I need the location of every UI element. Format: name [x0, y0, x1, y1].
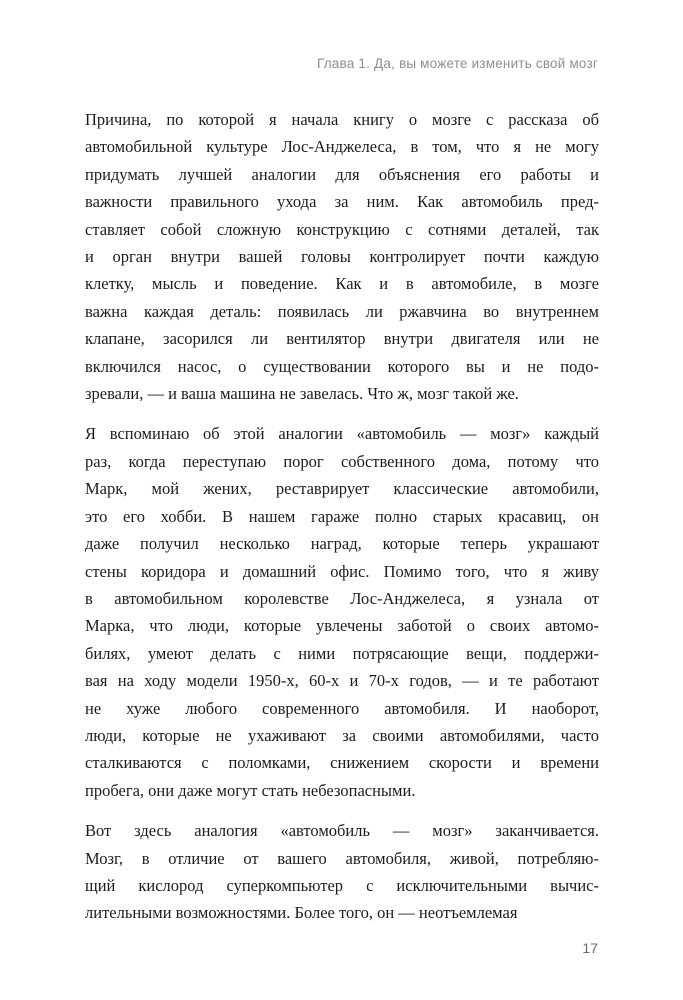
- text-line: это его хобби. В нашем гараже полно старых красавиц, он: [85, 506, 599, 526]
- text-line: билях, умеют делать с ними потрясающие вещи, поддержи-: [85, 643, 599, 663]
- text-line: щий кислород суперкомпьютер с исключительными вычис-: [85, 875, 599, 895]
- text-line: даже получил несколько наград, которые теперь украшают: [85, 534, 599, 554]
- text-line: ставляет собой сложную конструкцию с сотнями деталей, так: [85, 219, 599, 239]
- text-line: Вот здесь аналогия «автомобиль — мозг» заканчивается.: [85, 821, 599, 841]
- text-line: не хуже любого современного автомобиля. И наоборот,: [85, 698, 599, 718]
- chapter-running-head: Глава 1. Да, вы можете изменить свой мозг: [316, 56, 598, 71]
- text-line: Марка, что люди, которые увлечены заботой о своих автомо-: [85, 616, 599, 636]
- text-line: включился насос, о существовании которого вы и не подо-: [85, 356, 599, 376]
- text-line: придумать лучшей аналогии для объяснения его работы и: [85, 164, 599, 184]
- paragraph: [85, 420, 599, 804]
- text-line: клапане, засорился ли вентилятор внутри двигателя или не: [85, 329, 599, 349]
- text-line: зревали, — и ваша машина не завелась. Что ж, мозг такой же.: [85, 384, 519, 404]
- text-line: важна каждая деталь: появилась ли ржавчина во внутреннем: [85, 301, 599, 321]
- text-line: клетку, мысль и поведение. Как и в автомобиле, в мозге: [85, 274, 599, 294]
- paragraph: [85, 106, 599, 407]
- text-line: и орган внутри вашей головы контролирует почти каждую: [85, 247, 599, 267]
- text-line: в автомобильном королевстве Лос-Анджелеса, я узнала от: [85, 588, 599, 608]
- text-line: сталкиваются с поломками, снижением скорости и времени: [85, 753, 599, 773]
- text-line: вая на ходу модели 1950-х, 60-х и 70-х годов, — и те работают: [85, 671, 599, 691]
- text-line: люди, которые не ухаживают за своими автомобилями, часто: [85, 725, 599, 745]
- paragraph: [85, 817, 599, 927]
- text-line: пробега, они даже могут стать небезопасными.: [85, 780, 416, 800]
- text-line: Мозг, в отличие от вашего автомобиля, живой, потребляю-: [85, 848, 599, 868]
- text-line: важности правильного ухода за ним. Как автомобиль пред-: [85, 192, 599, 212]
- text-line: Причина, по которой я начала книгу о мозге с рассказа об: [85, 110, 599, 129]
- text-line: стены коридора и домашний офис. Помимо того, что я живу: [85, 561, 599, 581]
- text-line: Марк, мой жених, реставрирует классические автомобили,: [85, 479, 599, 499]
- page-number: 17: [582, 940, 598, 956]
- text-line: лительными возможностями. Более того, он — неотъемлемая: [85, 903, 518, 923]
- text-line: Я вспоминаю об этой аналогии «автомобиль — мозг» каждый: [85, 424, 599, 444]
- body-text: [85, 106, 599, 940]
- text-line: автомобильной культуре Лос-Анджелеса, в том, что я не могу: [85, 137, 599, 157]
- text-line: раз, когда переступаю порог собственного дома, потому что: [85, 451, 599, 471]
